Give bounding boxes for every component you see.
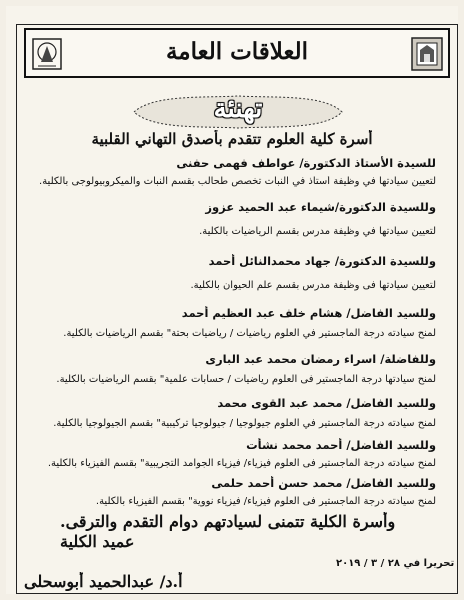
entry-desc-7: لمنح سيادته درجة الماجستير فى العلوم فيزياء/ فيزياء الجوامد التجريبية" بقسم الفيزياء بالكلية. xyxy=(47,458,436,469)
closing-line: وأسرة الكلية تتمنى لسيادتهم دوام التقدم والترقى. xyxy=(60,512,396,531)
entry-desc-1: لتعيين سيادتها في وظيفة أستاذ في النبات تخصص طحالب بقسم النبات والميكروبيولوجى بالكلية. xyxy=(39,176,436,187)
banner-title: تهنئة xyxy=(213,94,263,124)
document-page xyxy=(6,6,458,594)
entry-name-3: وللسيدة الدكتورة/ جهاد محمدالنائل أحمد xyxy=(208,254,436,268)
congratulation-banner xyxy=(124,92,352,132)
issue-date: تحريرا في ٢٨ / ٣ / ٢٠١٩ xyxy=(336,558,455,569)
entry-name-4: وللسيد الفاضل/ هشام خلف عبد العظيم أحمد xyxy=(181,306,436,320)
entry-desc-4: لمنح سيادته درجة الماجستير في العلوم رياضيات / رياضيات بحتة" بقسم الرياضيات بالكلية. xyxy=(63,328,436,339)
entry-desc-3: لتعيين سيادتها فى وظيفة مدرس بقسم علم الحيوان بالكلية. xyxy=(190,280,436,291)
signer-name: أ.د/ عبدالحميد أبوسحلى xyxy=(24,572,183,591)
entry-name-2: وللسيدة الدكتورة/شيماء عبد الحميد عزوز xyxy=(205,200,436,214)
document-header xyxy=(24,28,450,78)
entry-desc-2: لتعيين سيادتها في وظيفة مدرس بقسم الرياضيات بالكلية. xyxy=(199,226,436,237)
entry-name-1: للسيدة الأستاذ الدكتورة/ عواطف فهمى حفنى xyxy=(176,156,436,170)
dean-title: عميد الكلية xyxy=(60,532,135,551)
header-title: العلاقات العامة xyxy=(165,38,309,65)
entry-name-5: وللفاضلة/ اسراء رمضان محمد عبد البارى xyxy=(205,352,436,366)
entry-desc-6: لمنح سيادته درجة الماجستير في العلوم جيولوجيا / جيولوجيا تركيبية" بقسم الجيولوجيا بالكلية. xyxy=(53,418,436,429)
faculty-emblem-icon xyxy=(410,36,444,72)
intro-line: أسرة كلية العلوم تتقدم بأصدق التهاني القلبية xyxy=(91,130,373,148)
entry-desc-8: لمنح سيادته درجة الماجستير فى العلوم فيزياء/ فيزياء نووية" بقسم الفيزياء بالكلية. xyxy=(95,496,436,507)
entry-name-8: وللسيد الفاضل/ محمد حسن أحمد حلمى xyxy=(211,476,436,490)
entry-desc-5: لمنح سيادتها درجة الماجستير فى العلوم رياضيات / حسابات علمية" بقسم الرياضيات بالكلية. xyxy=(56,374,436,385)
entry-name-6: وللسيد الفاضل/ محمد عبد القوى محمد xyxy=(217,396,436,410)
entry-name-7: وللسيد الفاضل/ أحمد محمد نشأت xyxy=(246,438,436,452)
